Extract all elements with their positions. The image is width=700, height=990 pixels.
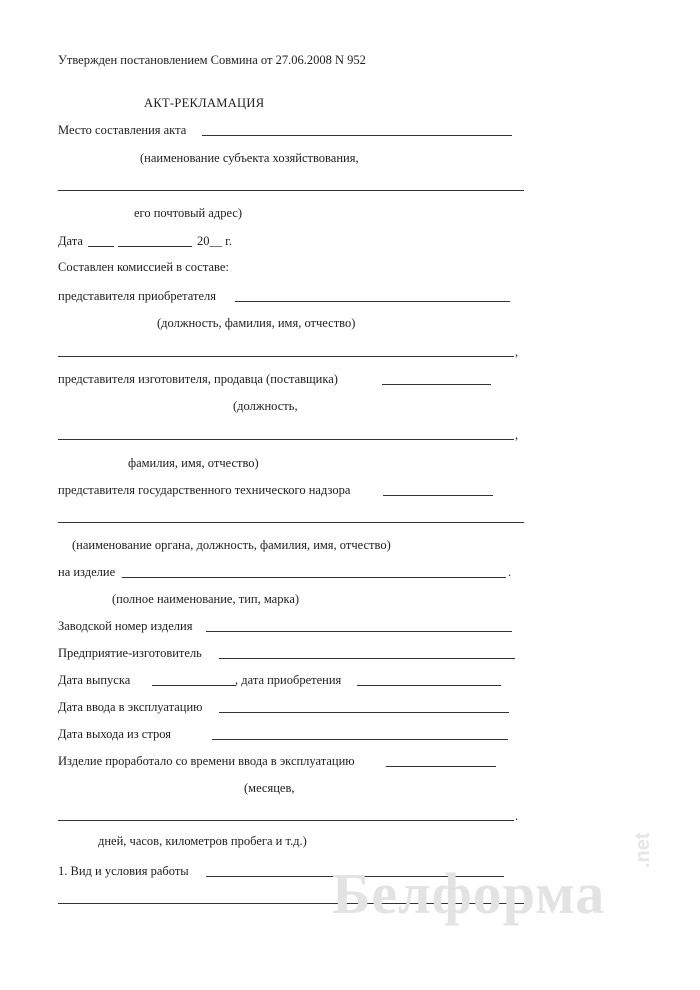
buyer-comma: , [515, 345, 519, 359]
watermark-domain: .net [632, 832, 654, 868]
watermark-brand: Белформа [332, 861, 606, 926]
buyer-field-line-2[interactable] [58, 356, 514, 357]
item-period: . [508, 565, 512, 579]
release-label: Дата выпуска [58, 673, 131, 687]
organ-hint: (наименование органа, должность, фамилия, имя, отчество) [72, 538, 391, 552]
maker-comma: , [515, 428, 519, 442]
serial-field[interactable] [206, 631, 512, 632]
place-label: Место составления акта [58, 123, 187, 137]
supervision-label: представителя государственного технического надзора [58, 483, 351, 497]
date-label: Дата [58, 234, 83, 248]
serial-label: Заводской номер изделия [58, 619, 193, 633]
worked-field-line-2[interactable] [58, 820, 514, 821]
manufacturer-label: Предприятие-изготовитель [58, 646, 202, 660]
commission-date-field[interactable] [219, 712, 509, 713]
date-month-field[interactable] [118, 246, 192, 247]
manufacturer-field[interactable] [219, 658, 515, 659]
buyer-field[interactable] [235, 301, 510, 302]
place-hint: (наименование субъекта хозяйствования, [140, 151, 359, 165]
item-label: на изделие [58, 565, 116, 579]
approval-note: Утвержден постановлением Совмина от 27.06.2008 N 952 [58, 53, 366, 67]
supervision-field[interactable] [383, 495, 493, 496]
maker-position-hint: (должность, [233, 399, 298, 413]
date-year-label: 20__ г. [197, 234, 232, 248]
maker-name-hint: фамилия, имя, отчество) [128, 456, 259, 470]
months-hint: (месяцев, [244, 781, 295, 795]
maker-field-line-2[interactable] [58, 439, 514, 440]
failure-label: Дата выхода из строя [58, 727, 171, 741]
commission-label: Составлен комиссией в составе: [58, 260, 229, 274]
worked-period: . [515, 809, 519, 823]
failure-field[interactable] [212, 739, 508, 740]
buyer-person-hint: (должность, фамилия, имя, отчество) [157, 316, 356, 330]
worked-field[interactable] [386, 766, 496, 767]
item-hint: (полное наименование, тип, марка) [112, 592, 300, 606]
date-day-field[interactable] [88, 246, 114, 247]
maker-label: представителя изготовителя, продавца (поставщика) [58, 372, 338, 386]
purchase-label: , дата приобретения [235, 673, 342, 687]
worked-label: Изделие проработало со времени ввода в эксплуатацию [58, 754, 355, 768]
purchase-field[interactable] [357, 685, 501, 686]
days-hint: дней, часов, километров пробега и т.д.) [98, 834, 307, 848]
maker-field[interactable] [382, 384, 491, 385]
work-conditions-label: 1. Вид и условия работы [58, 864, 189, 878]
place-field-line-2[interactable] [58, 190, 524, 191]
document-title: АКТ-РЕКЛАМАЦИЯ [144, 96, 265, 110]
buyer-label: представителя приобретателя [58, 289, 216, 303]
place-field[interactable] [202, 135, 512, 136]
commission-date-label: Дата ввода в эксплуатацию [58, 700, 203, 714]
address-hint: его почтовый адрес) [134, 206, 243, 220]
supervision-field-line-2[interactable] [58, 522, 524, 523]
item-field[interactable] [122, 577, 506, 578]
release-field[interactable] [152, 685, 236, 686]
